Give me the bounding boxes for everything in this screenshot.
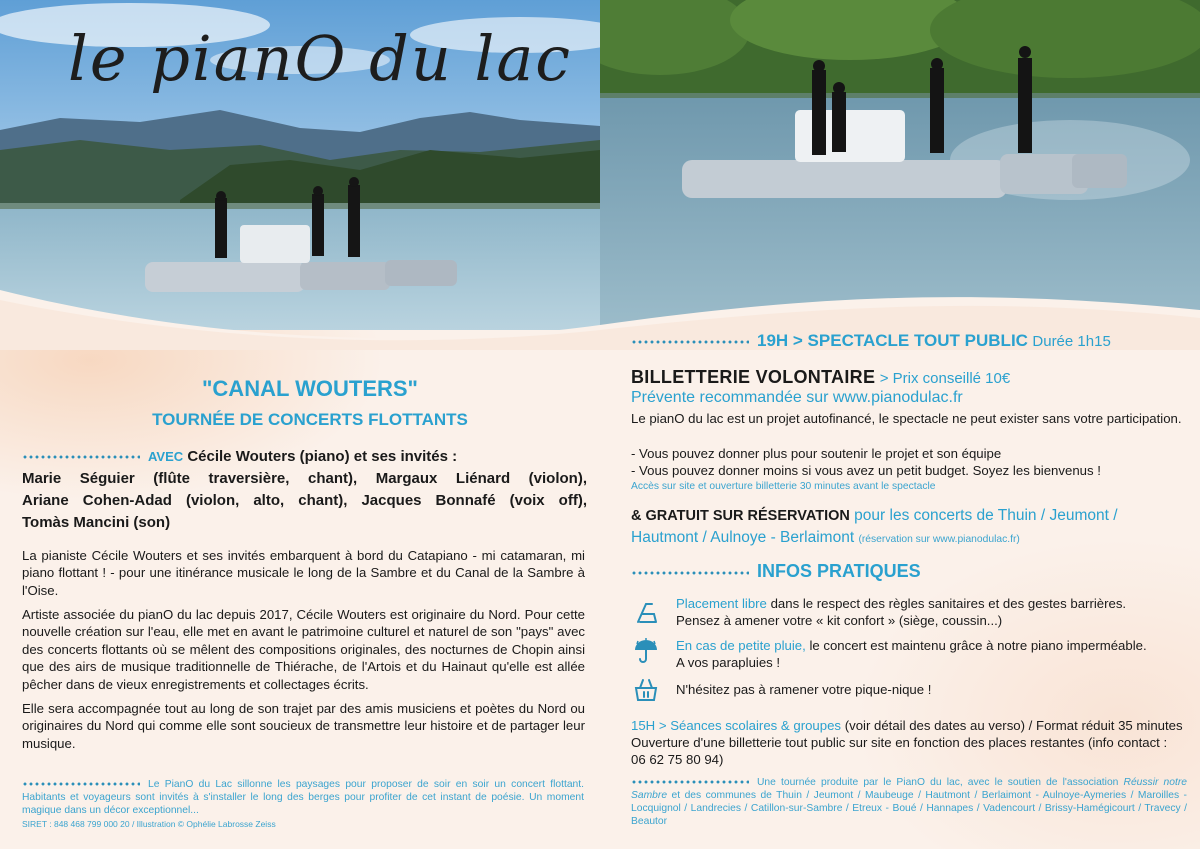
companions-paragraph: Elle sera accompagnée tout au long de son trajet par des amis musiciens et poètes du Nord ou originaires du Nord qui comme elle sont soucieux de transmettre leur histoire et de partager leur musique. [22,701,585,751]
picnic-basket-icon [632,676,660,704]
footer-production: Une tournée produite par le PianO du lac, avec le soutien de l'association [757,777,1119,788]
umbrella-icon [632,637,660,665]
right-footer [631,776,1187,828]
cast-line-3: Ariane Cohen-Adad (violon, alto, chant), Jacques Bonnafé (voix off), [22,492,587,509]
dotted-line-decoration [22,454,140,460]
dotted-line-decoration [22,781,140,787]
school-sessions-text: (voir détail des dates au verso) / Format réduit 35 minutes [844,718,1183,733]
cast-line-1: Cécile Wouters (piano) et ses invités : [187,448,458,465]
school-sessions-highlight: 15H > Séances scolaires & groupes [631,718,842,733]
ticket-price: > Prix conseillé 10€ [879,370,1011,387]
show-time-line [631,331,1179,351]
school-sessions [631,717,1186,768]
info-seating-highlight: Placement libre [676,596,767,611]
free-reservation-block [631,505,1186,551]
access-note: Accès sur site et ouverture billetterie 30 minutes avant le spectacle [631,481,936,492]
dotted-line-decoration [631,779,749,785]
info-seating-kit: Pensez à amener votre « kit confort » (siège, coussin...) [676,613,1003,628]
siret-credit: SIRET : 848 468 799 000 20 / Illustration © Ophélie Labrosse Zeiss [22,819,276,829]
dotted-line-decoration [631,570,749,576]
ticket-give-less: - Vous pouvez donner moins si vous avez un petit budget. Soyez les bienvenus ! [631,463,1101,478]
logo-le-piano-du-lac: le pianO du lac [68,22,573,95]
cast-line-2: Marie Séguier (flûte traversière, chant), Margaux Liénard (violon), [22,470,587,487]
infos-heading [631,561,921,582]
info-seating-text: dans le respect des règles sanitaires et des gestes barrières. [770,596,1127,611]
intro-paragraph: La pianiste Cécile Wouters et ses invités embarquent à bord du Catapiano - mi catamaran, mi piano flottant ! - pour une itinérance musicale le long de la Sambre et du Canal de la Sambre à l'Oise. [22,548,585,598]
contact-phone: 06 62 75 80 94) [631,752,724,767]
show-title: "CANAL WOUTERS" [201,376,418,401]
free-title: & GRATUIT SUR RÉSERVATION [631,508,850,524]
ticket-give-more: - Vous pouvez donner plus pour soutenir le projet et son équipe [631,446,1002,461]
cast-block [22,446,587,534]
presale-info: Prévente recommandée sur www.pianodulac.fr [631,389,963,406]
left-footer-text: Le PianO du Lac sillonne les paysages pour proposer de soir en soir un concert flottant. Habitants et voyageurs sont invités à s'installer le long des berges pour profiter de cet instant de poésie. Un moment magique dans un décor exceptionnel... [22,779,584,816]
cast-line-4: Tomàs Mancini (son) [22,514,171,531]
infos-title: INFOS PRATIQUES [757,561,921,581]
cast-prefix: AVEC [148,449,184,464]
info-rain-text: le concert est maintenu grâce à notre piano imperméable. [809,638,1147,653]
footer-association: Réussir notre Sambre [631,777,1187,801]
show-time: 19H > SPECTACLE TOUT PUBLIC [757,331,1028,350]
school-ticket-opening: Ouverture d'une billetterie tout public sur site en fonction des places restantes (info contact : [631,735,1168,750]
ticket-title: BILLETTERIE VOLONTAIRE [631,367,876,387]
ticket-heading [631,367,1191,388]
info-rain [676,637,1186,671]
free-text: pour les concerts de Thuin / Jeumont / Hautmont / Aulnoye - Berlaimont [631,507,1118,546]
info-rain-highlight: En cas de petite pluie, [676,638,806,653]
show-duration: Durée 1h15 [1032,333,1111,350]
dotted-line-decoration [631,339,749,345]
free-note: (réservation sur www.pianodulac.fr) [858,534,1020,545]
artist-paragraph: Artiste associée du pianO du lac depuis 2017, Cécile Wouters est originaire du Nord. Pour cette nouvelle création sur l'eau, elle met en avant le patrimoine culturel et naturel de son "pays" avec des concerts flottants où se mêlent des compositions originales, des nocturnes de Chopin ainsi que des airs de musique traditionnelle de Thiérache, de l'Artois et du Hainaut qu'elle est allée pêcher dans de vieux enregistrements et collectages écrits. [22,607,585,692]
left-footer [22,778,584,817]
show-subtitle: TOURNÉE DE CONCERTS FLOTTANTS [152,410,468,429]
footer-communes: et des communes de Thuin / Jeumont / Maubeuge / Hautmont / Berlaimont - Aulnoye-Aymeries / Maroilles - Locquignol / Landrecies / Catillon-sur-Sambre / Etreux - Boué / Hannapes / Vadencourt / Brissy-Hamégicourt / Travecy / Beautor [631,790,1187,827]
info-seating [676,595,1186,629]
info-rain-umbrellas: A vos parapluies ! [676,655,781,670]
deckchair-icon [632,598,660,626]
ticket-explanation: Le pianO du lac est un projet autofinancé, le spectacle ne peut exister sans votre participation. [631,411,1182,426]
info-picnic: N'hésitez pas à ramener votre pique-nique ! [676,682,932,697]
